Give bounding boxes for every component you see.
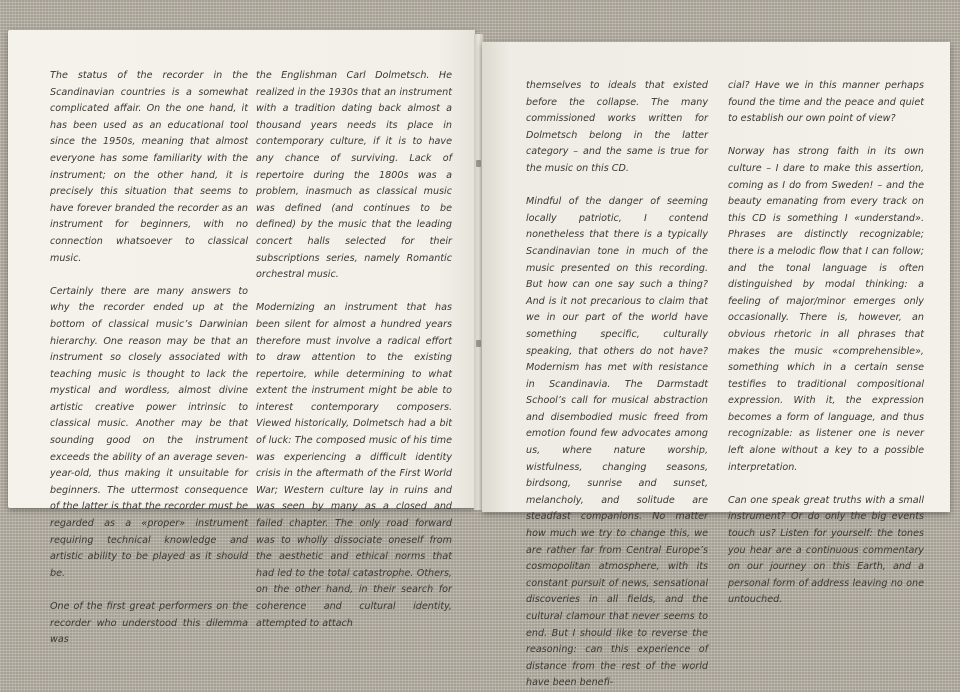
staple	[476, 160, 481, 167]
paragraph: Mindful of the danger of seeming locally patriotic, I contend nonetheless that there is a typically Scandinavian tone in much of the music presented on this recording. But how can one say such a thing? And is it not precarious to claim that we in our part of the world have something specific, culturally speaking, that others do not have? Modernism has met with resistance in Scandinavia. The Darmstadt School’s call for musical abstraction and disembodied music freed from emotion found few advocates among us, where nature worship, wistfulness, changing seasons, birdsong, sunrise and sunset, melancholy, and solitude are steadfast companions. No matter how much we try to change this, we are rather far from Central Europe’s cosmopolitan atmosphere, with its constant pursuit of news, sensational discoveries in all fields, and the cultural clamour that never seems to end. But I should like to reverse the reasoning: can this experience of distance from the rest of the world have been benefi-	[526, 196, 708, 689]
paragraph: Can one speak great truths with a small instrument? Or do only the big events touch us? Listen for yourself: the tones you hear are a continuous commentary on our journey on this Earth, and a personal form of address leaving no one untouched.	[728, 494, 924, 606]
booklet-right-page	[482, 42, 950, 689]
paragraph: Modernizing an instrument that has been silent for almost a hundred years therefore must involve a radical effort to draw attention to the existing repertoire, while determining to what extent the instrument might be able to interest contemporary composers. Viewed historically, Dolmetsch had a bit of luck: The composed music of his time was experiencing a difficult identity crisis in the aftermath of the First World War; Western culture lay in ruins and was seen by many as a closed and failed chapter. The only road forward was to wholly dissociate oneself from the aesthetic and ethical norms that had led to the total catastrophe. Others, on the other hand, in their search for coherence and cultural identity, attempted to attach	[256, 302, 452, 629]
staple	[476, 340, 481, 347]
paragraph: themselves to ideals that existed before the collapse. The many commissioned works written for Dolmetsch belong in the latter category – and the same is true for the music on this CD.	[526, 80, 708, 174]
paragraph: One of the first great performers on the recorder who understood this dilemma was	[50, 601, 248, 646]
text-column-4	[728, 78, 924, 609]
text-column-2	[256, 68, 452, 632]
text-column-1	[50, 68, 248, 649]
paragraph: Norway has strong faith in its own culture – I dare to make this assertion, coming as I do from Sweden! – and the beauty emanating from every track on this CD is something I «understand». Phrases are distinctly recognizable; there is a melodic flow that I can follow; and the tonal language is often distinguished by modal thinking: a feeling of major/minor emerges only occasionally. There is, however, an obvious rhetoric in all phrases that makes the music «comprehensible», something which in a certain sense testifies to traditional compositional expression. With it, the expression becomes a form of language, and thus recognizable: as listener one is never left alone without a key to a possible interpretation.	[728, 146, 924, 473]
paragraph: cial? Have we in this manner perhaps found the time and the peace and quiet to establish our own point of view?	[728, 80, 924, 125]
booklet-left-page	[8, 30, 475, 646]
paragraph: Certainly there are many answers to why the recorder ended up at the bottom of classical music’s Darwinian hierarchy. One reason may be that an instrument so closely associated with teaching music is thought to lack the mystical and wordless, almost divine artistic creative power intrinsic to classical music. Another may be that sounding good on the instrument exceeds the ability of an average seven-year-old, thus making it unsuitable for beginners. The uttermost consequence of the latter is that the recorder must be regarded as a «proper» instrument requiring technical knowledge and artistic ability to be played as it should be.	[50, 285, 248, 579]
paragraph: the Englishman Carl Dolmetsch. He realized in the 1930s that an instrument with a tradition dating back almost a thousand years needs its place in contemporary culture, if it is to have any chance of surviving. Lack of repertoire during the 1800s was a problem, inasmuch as classical music was defined (and continues to be defined) by the music that the leading concert halls selected for their subscriptions series, namely Romantic orchestral music.	[256, 70, 452, 281]
text-column-3	[526, 78, 708, 692]
paragraph: The status of the recorder in the Scandinavian countries is a somewhat complicated affair. On the one hand, it has been used as an educational tool since the 1950s, meaning that almost everyone has some familiarity with the instrument; on the other hand, it is precisely this situation that seems to have forever branded the recorder as an instrument for beginners, with no connection whatsoever to classical music.	[50, 70, 248, 264]
